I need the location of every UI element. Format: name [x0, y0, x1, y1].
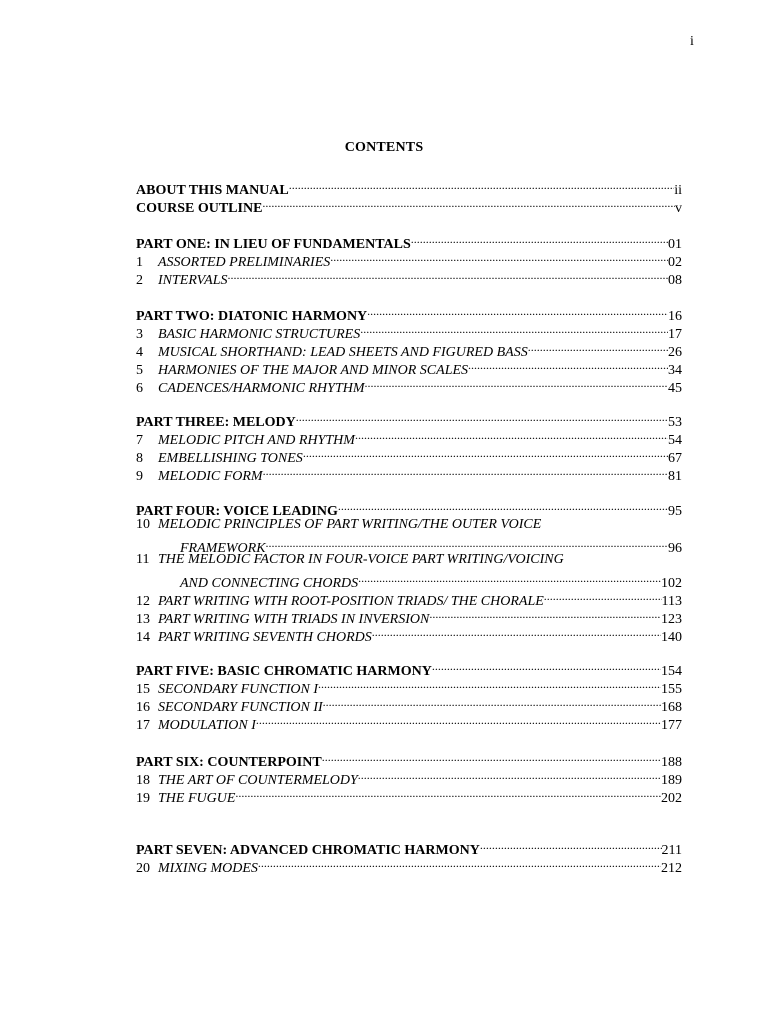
- page-ref: 54: [668, 433, 682, 448]
- toc-chapter-entry[interactable]: [136, 854, 682, 876]
- dot-leader: [372, 623, 661, 641]
- chapter-number: 1: [136, 255, 143, 270]
- toc-chapter-entry[interactable]: [136, 266, 682, 288]
- entry-title: SECONDARY FUNCTION II: [158, 700, 323, 715]
- toc-part-entry[interactable]: [136, 194, 682, 216]
- page-ref: 168: [661, 700, 682, 715]
- chapter-number: 8: [136, 451, 143, 466]
- entry-title: THE MELODIC FACTOR IN FOUR-VOICE PART WRITING/VOICING: [158, 552, 564, 567]
- contents-heading: CONTENTS: [344, 140, 424, 155]
- toc-part-entry[interactable]: [136, 302, 682, 324]
- toc-part-entry[interactable]: [136, 176, 682, 198]
- page-ref: ii: [674, 183, 682, 198]
- dot-leader: [338, 497, 668, 515]
- toc-chapter-entry[interactable]: [136, 248, 682, 270]
- entry-title: FRAMEWORK: [180, 541, 266, 556]
- page-ref: 02: [668, 255, 682, 270]
- dot-leader: [360, 320, 668, 338]
- toc-part-entry[interactable]: [136, 408, 682, 430]
- toc-chapter-entry[interactable]: [136, 766, 682, 788]
- dot-leader: [258, 854, 661, 872]
- page-ref: 102: [661, 576, 682, 591]
- chapter-number: 2: [136, 273, 143, 288]
- chapter-number: 20: [136, 861, 150, 876]
- page-ref: 96: [668, 541, 682, 556]
- entry-title: PART TWO: DIATONIC HARMONY: [136, 309, 368, 324]
- page-ref: 17: [668, 327, 682, 342]
- chapter-number: 14: [136, 630, 150, 645]
- toc-part-entry[interactable]: [136, 836, 682, 858]
- chapter-number: 4: [136, 345, 143, 360]
- page-ref: 177: [661, 718, 682, 733]
- toc-chapter-entry[interactable]: [136, 623, 682, 645]
- toc-chapter-entry[interactable]: [136, 444, 682, 466]
- entry-title: PART WRITING WITH ROOT-POSITION TRIADS/ THE CHORALE: [158, 594, 544, 609]
- toc-part-entry[interactable]: [136, 230, 682, 252]
- toc-chapter-entry[interactable]: [136, 534, 682, 556]
- dot-leader: [358, 569, 661, 587]
- dot-leader: [322, 748, 661, 766]
- toc-chapter-entry[interactable]: [136, 605, 682, 627]
- dot-leader: [480, 836, 662, 854]
- dot-leader: [330, 248, 668, 266]
- page-ref: 212: [661, 861, 682, 876]
- entry-title: MUSICAL SHORTHAND: LEAD SHEETS AND FIGURED BASS: [158, 345, 528, 360]
- toc-chapter-entry[interactable]: [136, 374, 682, 396]
- dot-leader: [432, 657, 661, 675]
- page-number: i: [690, 34, 694, 49]
- chapter-number: 19: [136, 791, 150, 806]
- toc-chapter-entry[interactable]: [136, 426, 682, 448]
- entry-title: ASSORTED PRELIMINARIES: [158, 255, 331, 270]
- chapter-number: 16: [136, 700, 150, 715]
- page-ref: 67: [668, 451, 682, 466]
- dot-leader: [468, 356, 668, 374]
- toc-part-entry[interactable]: [136, 497, 682, 519]
- entry-title: THE ART OF COUNTERMELODY: [158, 773, 358, 788]
- toc-chapter-entry[interactable]: [136, 551, 682, 569]
- dot-leader: [323, 693, 661, 711]
- dot-leader: [367, 302, 668, 320]
- dot-leader: [355, 426, 668, 444]
- entry-title: PART ONE: IN LIEU OF FUNDAMENTALS: [136, 237, 411, 252]
- chapter-number: 5: [136, 363, 143, 378]
- toc-chapter-entry[interactable]: [136, 356, 682, 378]
- toc-chapter-entry[interactable]: [136, 462, 682, 484]
- dot-leader: [289, 176, 674, 194]
- entry-title: MELODIC FORM: [158, 469, 263, 484]
- entry-title: PART THREE: MELODY: [136, 415, 296, 430]
- entry-title: PART FIVE: BASIC CHROMATIC HARMONY: [136, 664, 432, 679]
- entry-title: PART WRITING SEVENTH CHORDS: [158, 630, 372, 645]
- page-ref: 95: [668, 504, 682, 519]
- page-ref: 188: [661, 755, 682, 770]
- dot-leader: [429, 605, 661, 623]
- entry-title: PART SIX: COUNTERPOINT: [136, 755, 322, 770]
- entry-title: BASIC HARMONIC STRUCTURES: [158, 327, 361, 342]
- page-ref: 113: [661, 594, 682, 609]
- entry-title: MELODIC PITCH AND RHYTHM: [158, 433, 355, 448]
- chapter-number: 11: [136, 552, 150, 567]
- entry-title: PART SEVEN: ADVANCED CHROMATIC HARMONY: [136, 843, 480, 858]
- dot-leader: [358, 766, 661, 784]
- page-ref: 45: [668, 381, 682, 396]
- chapter-number: 17: [136, 718, 150, 733]
- chapter-number: 6: [136, 381, 143, 396]
- toc-chapter-entry[interactable]: [136, 784, 682, 806]
- dot-leader: [528, 338, 668, 356]
- toc-chapter-entry[interactable]: [136, 320, 682, 342]
- chapter-number: 7: [136, 433, 143, 448]
- dot-leader: [262, 194, 675, 212]
- entry-title: MIXING MODES: [158, 861, 258, 876]
- dot-leader: [303, 444, 668, 462]
- entry-title: EMBELLISHING TONES: [158, 451, 303, 466]
- chapter-number: 10: [136, 517, 150, 532]
- dot-leader: [318, 675, 661, 693]
- chapter-number: 9: [136, 469, 143, 484]
- toc-chapter-entry[interactable]: [136, 711, 682, 733]
- dot-leader: [296, 408, 668, 426]
- entry-title: MELODIC PRINCIPLES OF PART WRITING/THE OUTER VOICE: [158, 517, 542, 532]
- chapter-number: 13: [136, 612, 150, 627]
- page-ref: 211: [661, 843, 682, 858]
- page-ref: 26: [668, 345, 682, 360]
- page-ref: 123: [661, 612, 682, 627]
- toc-chapter-entry[interactable]: [136, 693, 682, 715]
- chapter-number: 12: [136, 594, 150, 609]
- page-ref: 189: [661, 773, 682, 788]
- entry-title: AND CONNECTING CHORDS: [180, 576, 359, 591]
- page-ref: 155: [661, 682, 682, 697]
- page-ref: 08: [668, 273, 682, 288]
- dot-leader: [365, 374, 669, 392]
- chapter-number: 18: [136, 773, 150, 788]
- toc-chapter-entry[interactable]: [136, 516, 682, 534]
- toc-chapter-entry[interactable]: [136, 675, 682, 697]
- entry-title: CADENCES/HARMONIC RHYTHM: [158, 381, 365, 396]
- toc-part-entry[interactable]: [136, 657, 682, 679]
- entry-title: COURSE OUTLINE: [136, 201, 263, 216]
- dot-leader: [228, 266, 669, 284]
- entry-title: ABOUT THIS MANUAL: [136, 183, 289, 198]
- dot-leader: [263, 462, 668, 480]
- dot-leader: [544, 587, 662, 605]
- page-ref: v: [675, 201, 682, 216]
- entry-title: THE FUGUE: [158, 791, 236, 806]
- page-ref: 34: [668, 363, 682, 378]
- dot-leader: [411, 230, 668, 248]
- page-ref: 140: [661, 630, 682, 645]
- page-ref: 16: [668, 309, 682, 324]
- page-ref: 154: [661, 664, 682, 679]
- toc-chapter-entry[interactable]: [136, 569, 682, 591]
- entry-title: HARMONIES OF THE MAJOR AND MINOR SCALES: [158, 363, 469, 378]
- entry-title: PART FOUR: VOICE LEADING: [136, 504, 338, 519]
- entry-title: PART WRITING WITH TRIADS IN INVERSION: [158, 612, 430, 627]
- toc-part-entry[interactable]: [136, 748, 682, 770]
- entry-title: INTERVALS: [158, 273, 228, 288]
- chapter-number: 15: [136, 682, 150, 697]
- dot-leader: [235, 784, 661, 802]
- page-ref: 81: [668, 469, 682, 484]
- page-ref: 01: [668, 237, 682, 252]
- dot-leader: [266, 534, 668, 552]
- toc-chapter-entry[interactable]: [136, 338, 682, 360]
- toc-chapter-entry[interactable]: [136, 587, 682, 609]
- chapter-number: 3: [136, 327, 143, 342]
- page-ref: 202: [661, 791, 682, 806]
- entry-title: SECONDARY FUNCTION I: [158, 682, 318, 697]
- entry-title: MODULATION I: [158, 718, 256, 733]
- page-ref: 53: [668, 415, 682, 430]
- dot-leader: [256, 711, 661, 729]
